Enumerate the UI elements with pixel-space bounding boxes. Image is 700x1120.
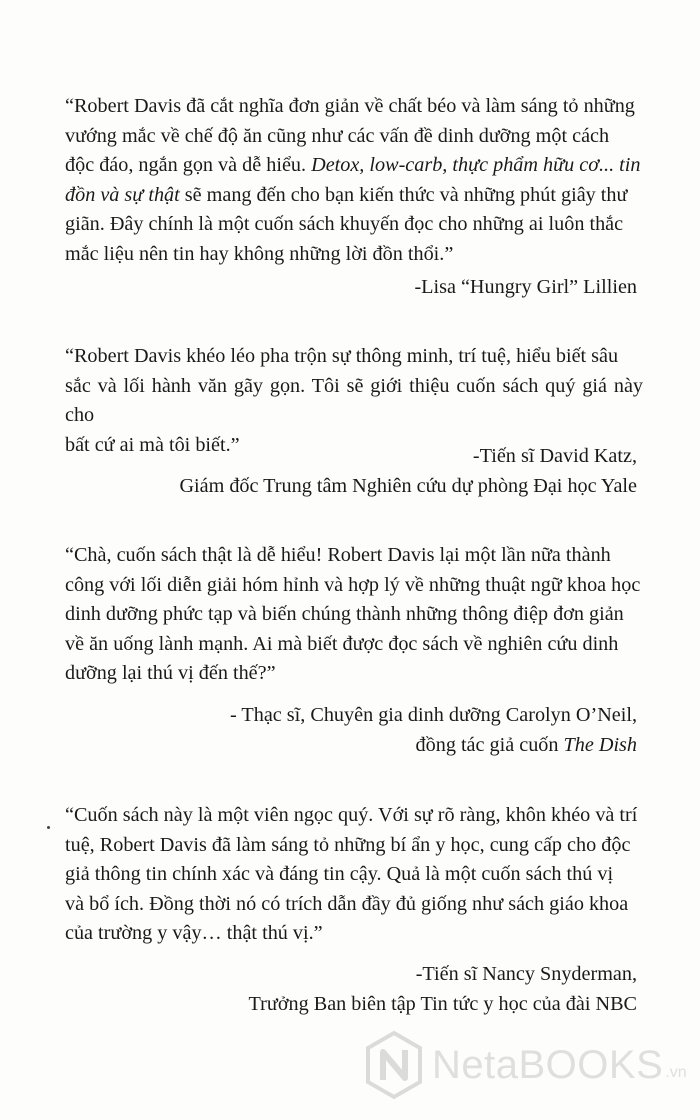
- quote-line: [65, 181, 643, 211]
- quote-line: công với lối diễn giải hóm hỉnh và hợp lý về những thuật ngữ khoa học: [65, 573, 641, 596]
- quote-line: giả thông tin chính xác và đáng tin cậy. Quả là một cuốn sách thú vị: [65, 863, 614, 885]
- quote-line: về ăn uống lành mạnh. Ai mà biết được đọc sách về nghiên cứu dinh: [65, 632, 619, 655]
- quote-italic-title: Detox, low-carb, thực phẩm hữu cơ... tin: [311, 154, 641, 176]
- quote-nancy-snyderman: [65, 801, 643, 949]
- attribution-name: -Lisa “Hungry Girl” Lillien: [414, 276, 637, 298]
- quote-line: “Chà, cuốn sách thật là dễ hiểu! Robert Davis lại một lần nữa thành: [65, 544, 611, 566]
- attribution-title: Trưởng Ban biên tập Tin tức y học của đài NBC: [248, 993, 637, 1015]
- attribution-title: [230, 730, 637, 760]
- quote-text: độc đáo, ngắn gọn và dễ hiểu.: [65, 154, 307, 176]
- quote-line: dinh dưỡng phức tạp và biến chúng thành những thông điệp đơn giản: [65, 603, 624, 625]
- quote-line: “Robert Davis đã cắt nghĩa đơn giản về chất béo và làm sáng tỏ những: [65, 95, 635, 117]
- quote-carolyn-oneil: [65, 541, 643, 689]
- attribution-name: -Tiến sĩ David Katz,: [472, 445, 637, 467]
- attribution-name: -Tiến sĩ Nancy Snyderman,: [415, 963, 637, 985]
- quote-lisa-lillien: [65, 92, 643, 269]
- quote-line: của trường y vậy… thật thú vị.”: [65, 922, 323, 944]
- quote-line: và bổ ích. Đồng thời nó có trích dẫn đầy đủ giống như sách giáo khoa: [65, 892, 629, 915]
- quote-line: sắc và lối hành văn gãy gọn. Tôi sẽ giới thiệu cuốn sách quý giá này cho: [65, 374, 643, 426]
- print-speck: [47, 826, 50, 829]
- attribution-prefix: đồng tác giả cuốn: [415, 734, 559, 756]
- quote-line: [65, 151, 643, 181]
- quote-line: tuệ, Robert Davis đã làm sáng tỏ những bí ẩn y học, cung cấp cho độc: [65, 833, 631, 856]
- attribution-david-katz: [179, 441, 637, 501]
- netabooks-watermark: [364, 1030, 687, 1100]
- netabooks-logo-icon: [364, 1030, 424, 1100]
- watermark-brand: NetaBOOKS: [432, 1042, 664, 1087]
- attribution-carolyn-oneil: [230, 700, 637, 760]
- watermark-tld: .vn: [665, 1064, 687, 1081]
- attribution-nancy-snyderman: [249, 959, 637, 1019]
- attribution-name: - Thạc sĩ, Chuyên gia dinh dưỡng Carolyn O’Neil,: [230, 704, 637, 726]
- quote-line: “Robert Davis khéo léo pha trộn sự thông minh, trí tuệ, hiểu biết sâu: [65, 345, 619, 367]
- attribution-lisa-lillien: [414, 272, 637, 302]
- quote-line: bất cứ ai mà tôi biết.”: [65, 433, 240, 456]
- quote-line: “Cuốn sách này là một viên ngọc quý. Với sự rõ ràng, khôn khéo và trí: [65, 804, 638, 826]
- quote-line: mắc liệu nên tin hay không những lời đồn thổi.”: [65, 242, 454, 265]
- attribution-title: Giám đốc Trung tâm Nghiên cứu dự phòng Đại học Yale: [179, 475, 637, 497]
- quote-italic-title: đồn và sự thật: [65, 183, 180, 206]
- quote-text: sẽ mang đến cho bạn kiến thức và những phút giây thư: [184, 183, 628, 206]
- book-title: The Dish: [563, 734, 637, 756]
- quote-line: giãn. Đây chính là một cuốn sách khuyến đọc cho những ai luôn thắc: [65, 213, 624, 235]
- quote-line: vướng mắc về chế độ ăn cũng như các vấn đề dinh dưỡng một cách: [65, 124, 610, 147]
- quote-line: dưỡng lại thú vị đến thế?”: [65, 662, 276, 684]
